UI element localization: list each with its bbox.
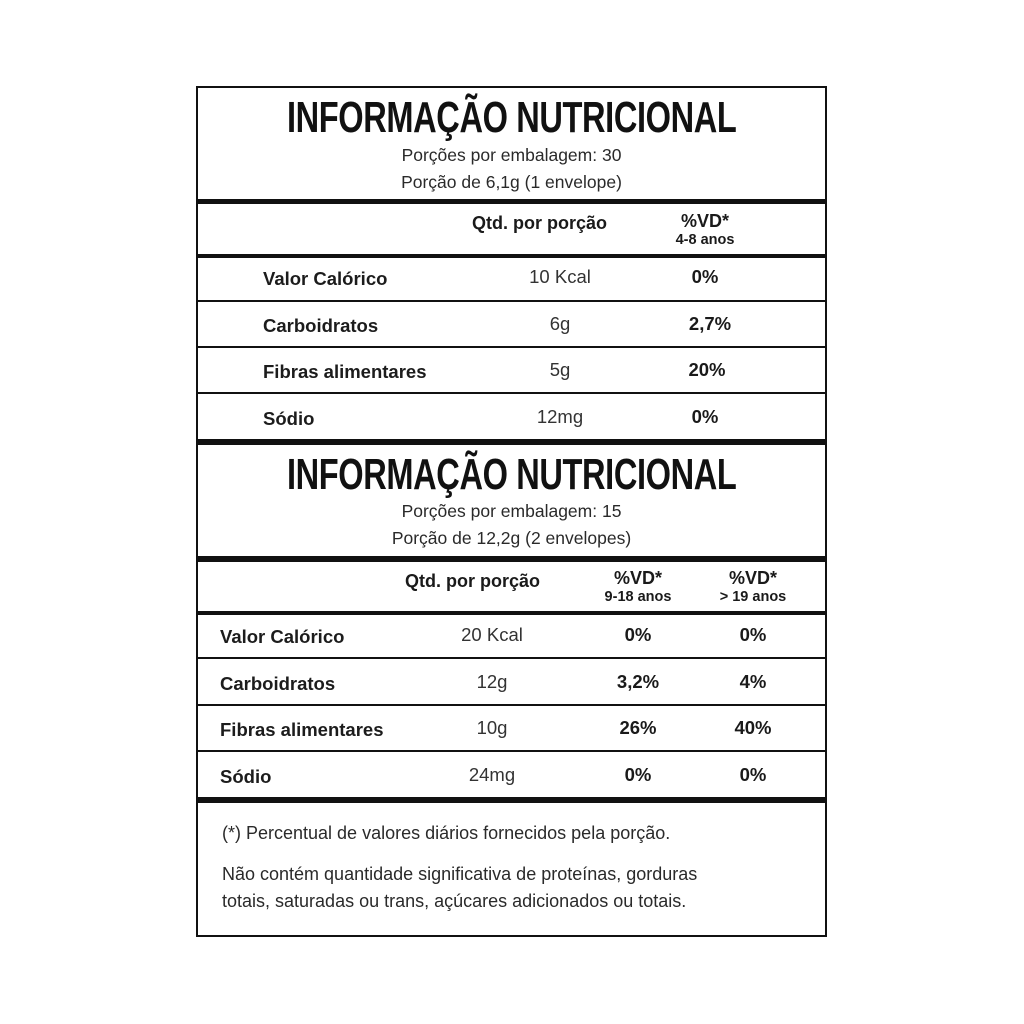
row-qty: 5g xyxy=(549,359,571,380)
row-vd-1: 26% xyxy=(619,717,657,738)
row-vd: 0% xyxy=(691,266,719,287)
divider-header xyxy=(196,254,827,258)
row-vd: 2,7% xyxy=(688,313,732,334)
label-2-title xyxy=(196,450,827,499)
row-qty: 20 Kcal xyxy=(461,624,523,645)
disclaimer-line-2: totais, saturadas ou trans, açúcares adicionados ou totais. xyxy=(222,891,687,911)
row-vd: 0% xyxy=(691,406,719,427)
label-1-title-text: INFORMAÇÃO NUTRICIONAL xyxy=(286,93,737,142)
label-2-header-vd-1-age: 9-18 anos xyxy=(604,589,672,605)
label-1-header-vd: %VD* xyxy=(680,211,729,231)
label-2-serving-size: Porção de 12,2g (2 envelopes) xyxy=(391,528,632,548)
row-label: Carboidratos xyxy=(220,673,336,694)
label-2-header-vd-1: %VD* xyxy=(613,568,662,588)
footnote-daily-values: (*) Percentual de valores diários fornecidos pela porção. xyxy=(222,823,671,843)
label-1-title xyxy=(196,93,827,142)
divider-row xyxy=(196,657,827,659)
row-label: Fibras alimentares xyxy=(263,361,427,382)
row-vd-1: 3,2% xyxy=(616,671,660,692)
row-label: Valor Calórico xyxy=(220,626,345,647)
row-vd-1: 0% xyxy=(624,624,652,645)
label-2-header-vd-2-age: > 19 anos xyxy=(719,589,787,605)
row-vd-2: 40% xyxy=(734,717,772,738)
label-2-header-vd-2: %VD* xyxy=(728,568,777,588)
row-vd-2: 0% xyxy=(739,624,767,645)
row-qty: 24mg xyxy=(468,764,516,785)
row-vd-2: 4% xyxy=(739,671,767,692)
divider-thick xyxy=(196,797,827,803)
divider-row xyxy=(196,750,827,752)
label-2-header-qty: Qtd. por porção xyxy=(405,571,540,591)
divider-row xyxy=(196,392,827,394)
row-qty: 12g xyxy=(476,671,508,692)
divider-header xyxy=(196,611,827,615)
row-label: Fibras alimentares xyxy=(220,719,384,740)
label-1-serving-size: Porção de 6,1g (1 envelope) xyxy=(401,172,622,192)
row-label: Sódio xyxy=(263,408,315,429)
row-label: Valor Calórico xyxy=(263,268,388,289)
divider-thick xyxy=(196,556,827,562)
row-vd: 20% xyxy=(688,359,726,380)
label-2-title-text: INFORMAÇÃO NUTRICIONAL xyxy=(286,450,737,499)
row-vd-1: 0% xyxy=(624,764,652,785)
row-vd-2: 0% xyxy=(739,764,767,785)
label-1-servings-per-package: Porções por embalagem: 30 xyxy=(401,145,622,165)
divider-row xyxy=(196,704,827,706)
row-qty: 6g xyxy=(549,313,571,334)
row-label: Carboidratos xyxy=(263,315,379,336)
divider-row xyxy=(196,346,827,348)
divider-row xyxy=(196,300,827,302)
row-qty: 12mg xyxy=(536,406,584,427)
row-label: Sódio xyxy=(220,766,272,787)
disclaimer-line-1: Não contém quantidade significativa de proteínas, gorduras xyxy=(222,864,698,884)
label-1-header-qty: Qtd. por porção xyxy=(472,213,607,233)
label-1-header-vd-age: 4-8 anos xyxy=(675,232,735,248)
divider-thick xyxy=(196,439,827,445)
label-2-servings-per-package: Porções por embalagem: 15 xyxy=(401,501,622,521)
row-qty: 10 Kcal xyxy=(529,266,591,287)
row-qty: 10g xyxy=(476,717,508,738)
divider-thick xyxy=(196,199,827,204)
